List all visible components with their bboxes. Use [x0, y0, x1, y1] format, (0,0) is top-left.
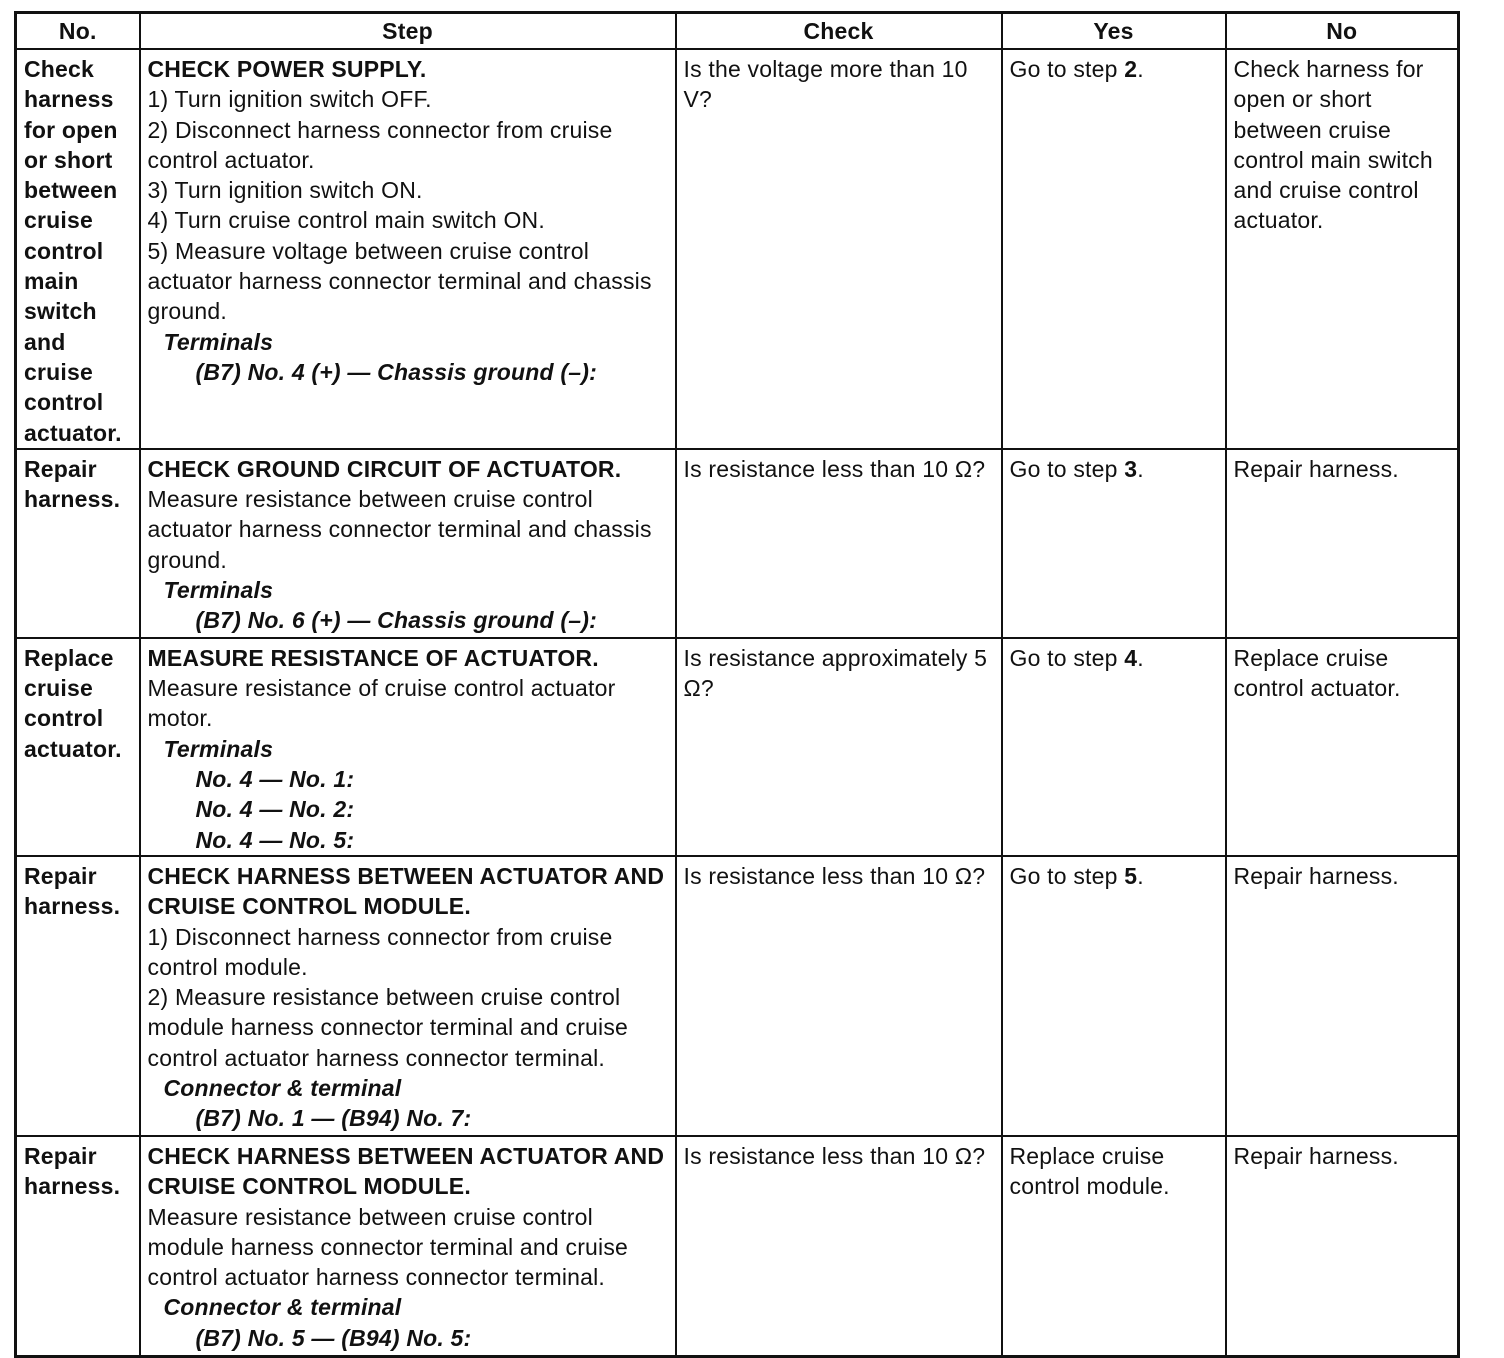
step-instruction: Measure resistance between cruise control actuator harness connector terminal and chassis ground.	[147, 486, 652, 573]
terminal-spec: (B7) No. 1 — (B94) No. 7:	[195, 1105, 472, 1132]
no-action: Check harness for open or short between cruise control main switch and cruise control actuator.	[1226, 49, 1459, 449]
yes-action: Go to step 5.	[1002, 856, 1226, 1136]
diagnostic-table	[14, 11, 1460, 1358]
step-title: CHECK HARNESS BETWEEN ACTUATOR AND CRUISE CONTROL MODULE.	[147, 1142, 665, 1200]
table-body	[16, 49, 1459, 1356]
header-check: Check	[676, 13, 1002, 50]
header-yes: Yes	[1002, 13, 1226, 50]
header-no-result: No	[1226, 13, 1459, 50]
terminal-spec: (B7) No. 5 — (B94) No. 5:	[195, 1324, 472, 1351]
step-title: CHECK POWER SUPPLY.	[147, 56, 427, 82]
step-cell	[140, 49, 676, 449]
check-question: Is resistance approximately 5 Ω?	[676, 638, 1002, 856]
yes-action-text: Go to step	[1009, 455, 1125, 482]
step-title: CHECK HARNESS BETWEEN ACTUATOR AND CRUISE CONTROL MODULE.	[147, 862, 665, 920]
step-instruction: 2) Disconnect harness connector from cruise control actuator.	[147, 116, 613, 173]
check-question: Is resistance less than 10 Ω?	[676, 856, 1002, 1136]
terminal-spec: (B7) No. 4 (+) — Chassis ground (–):	[195, 358, 597, 385]
table-header	[16, 13, 1459, 50]
step-number: Repair harness.	[16, 449, 140, 638]
no-action: Repair harness.	[1226, 856, 1459, 1136]
yes-action: Go to step 3.	[1002, 449, 1226, 638]
yes-step-number: 4	[1124, 644, 1138, 671]
terminal-spec: (B7) No. 6 (+) — Chassis ground (–):	[195, 607, 597, 634]
no-action: Repair harness.	[1226, 1136, 1459, 1357]
check-question: Is resistance less than 10 Ω?	[676, 449, 1002, 638]
yes-action-text: Replace cruise control module.	[1009, 1142, 1170, 1200]
table-row	[16, 49, 1459, 449]
step-instruction: 4) Turn cruise control main switch ON.	[147, 207, 545, 234]
step-instruction: Measure resistance between cruise control module harness connector terminal and cruise control actuator harness connector terminal.	[147, 1203, 629, 1291]
terminals-label: Connector & terminal	[163, 1294, 402, 1321]
yes-action: Go to step 2.	[1002, 49, 1226, 449]
step-cell	[140, 1136, 676, 1357]
terminal-spec: No. 4 — No. 5:	[195, 826, 355, 853]
step-cell	[140, 856, 676, 1136]
header-step: Step	[140, 13, 676, 50]
yes-action: Go to step 4.	[1002, 638, 1226, 856]
yes-step-number: 2	[1124, 56, 1138, 82]
check-question: Is resistance less than 10 Ω?	[676, 1136, 1002, 1357]
step-number: Repair harness.	[16, 1136, 140, 1357]
step-instruction: 3) Turn ignition switch ON.	[147, 177, 423, 204]
step-instruction: 2) Measure resistance between cruise control module harness connector terminal and cruise control actuator harness connector terminal.	[147, 984, 629, 1071]
terminals-label: Terminals	[163, 577, 274, 604]
yes-action	[1002, 1136, 1226, 1357]
header-no: No.	[16, 13, 140, 50]
table-row	[16, 1136, 1459, 1357]
terminals-label: Terminals	[163, 735, 274, 762]
yes-action-text: Go to step	[1009, 644, 1125, 671]
terminals-label: Terminals	[163, 328, 274, 355]
terminal-spec: No. 4 — No. 2:	[195, 796, 355, 823]
step-instruction: 1) Disconnect harness connector from cruise control module.	[147, 923, 613, 980]
terminal-spec: No. 4 — No. 1:	[195, 766, 355, 793]
yes-step-number: 3	[1124, 455, 1138, 482]
yes-action-text: Go to step	[1009, 56, 1125, 82]
step-instruction: 5) Measure voltage between cruise control actuator harness connector terminal and chassis ground.	[147, 237, 652, 325]
table-row	[16, 638, 1459, 856]
table-row	[16, 449, 1459, 638]
step-number: Replace cruise control actuator.	[16, 638, 140, 856]
step-number: Check harness for open or short between cruise control main switch and cruise control actuator.	[16, 49, 140, 449]
step-cell	[140, 449, 676, 638]
header-row	[16, 13, 1459, 50]
step-title: CHECK GROUND CIRCUIT OF ACTUATOR.	[147, 455, 622, 482]
step-instruction: 1) Turn ignition switch OFF.	[147, 86, 432, 113]
no-action: Replace cruise control actuator.	[1226, 638, 1459, 856]
yes-action-text: Go to step	[1009, 862, 1125, 889]
step-instruction: Measure resistance of cruise control actuator motor.	[147, 675, 616, 732]
step-title: MEASURE RESISTANCE OF ACTUATOR.	[147, 644, 599, 671]
no-action: Repair harness.	[1226, 449, 1459, 638]
check-question: Is the voltage more than 10 V?	[676, 49, 1002, 449]
step-cell	[140, 638, 676, 856]
yes-step-number: 5	[1124, 862, 1138, 889]
step-number: Repair harness.	[16, 856, 140, 1136]
terminals-label: Connector & terminal	[163, 1075, 402, 1102]
table-row	[16, 856, 1459, 1136]
